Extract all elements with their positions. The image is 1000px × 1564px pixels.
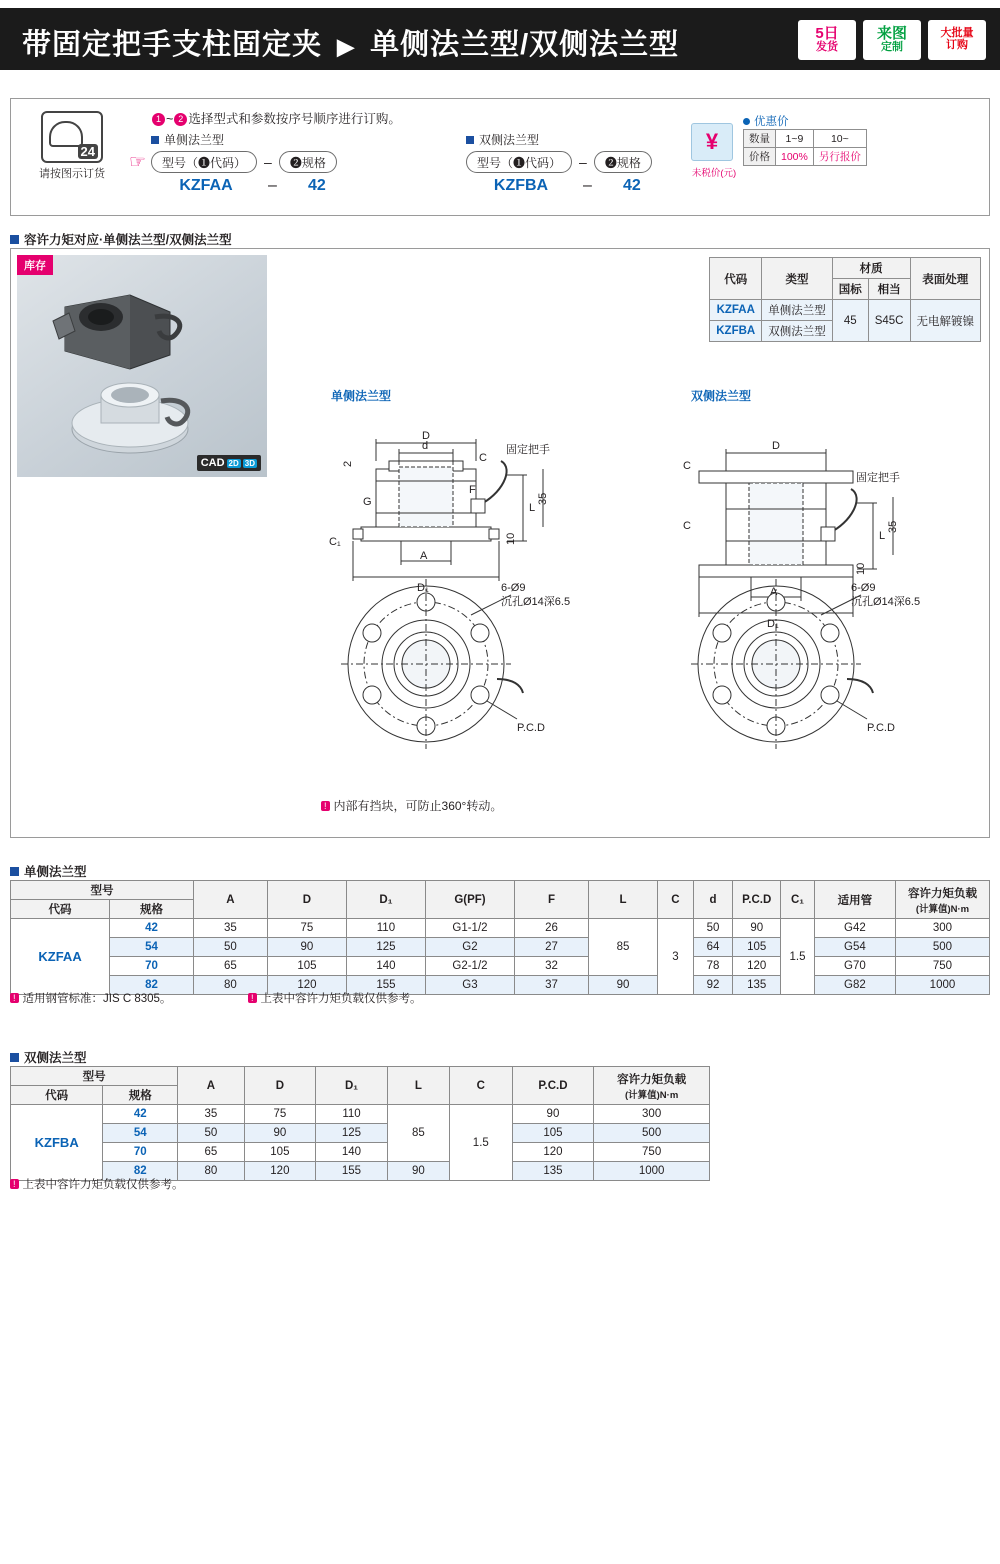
tb-D: 105 (244, 1143, 316, 1162)
svg-text:P.C.D: P.C.D (517, 722, 545, 734)
table-a-footnote-2: ! 上表中容许力矩负载仅供参考。 (248, 990, 422, 1006)
order-box (10, 98, 990, 216)
svg-text:A: A (420, 550, 428, 562)
ta-pipe: G70 (814, 957, 895, 976)
order-value-model-single: KZFAA (179, 177, 233, 194)
cad-badge[interactable]: CAD 2D 3D (197, 455, 261, 471)
ta-D1: 125 (346, 938, 425, 957)
ta-head-C: C (658, 881, 694, 919)
tb-pcd: 120 (512, 1143, 594, 1162)
order-group-double (466, 131, 665, 195)
tb-D1: 140 (316, 1143, 388, 1162)
tb-A: 35 (178, 1105, 244, 1124)
ta-head-L: L (589, 881, 658, 919)
svg-text:L: L (529, 502, 536, 514)
order-field-spec-double[interactable]: ❷规格 (594, 151, 652, 173)
svg-text:D: D (422, 430, 430, 442)
mt-code-2: KZFBA (710, 321, 762, 342)
table-b-footnote-1: ! 上表中容许力矩负载仅供参考。 (10, 1176, 184, 1192)
tb-D1: 155 (316, 1162, 388, 1181)
mt-surface: 无电解镀镍 (910, 300, 981, 342)
tb-D: 90 (244, 1124, 316, 1143)
ta-torque: 750 (895, 957, 989, 976)
note-marker-icon: ! (321, 801, 330, 811)
tb-pcd: 90 (512, 1105, 594, 1124)
ta-F: 26 (515, 919, 589, 938)
drawing-double-flange (651, 409, 961, 769)
tb-A: 80 (178, 1162, 244, 1181)
ta-D: 75 (267, 919, 346, 938)
svg-text:P.C.D: P.C.D (867, 722, 895, 734)
tb-head-D1: D₁ (316, 1067, 388, 1105)
price-row-qty-label: 数量 (744, 130, 776, 148)
spec-table-double (10, 1066, 710, 1181)
dash-separator: – (264, 154, 272, 170)
ta-head-pipe: 适用管 (814, 881, 895, 919)
ta-d: 78 (693, 957, 733, 976)
ta-d: 92 (693, 976, 733, 995)
svg-text:C: C (479, 452, 487, 464)
ta-A: 80 (193, 976, 267, 995)
order-field-spec-single[interactable]: ❷规格 (279, 151, 337, 173)
table-row (11, 919, 990, 938)
mt-type-2: 双侧法兰型 (762, 321, 833, 342)
tb-L: 85 (387, 1105, 449, 1162)
ta-L: 90 (589, 976, 658, 995)
badge-5day: 5日 发货 (798, 20, 856, 60)
order-group-single (151, 131, 350, 195)
tb-head-pcd: P.C.D (512, 1067, 594, 1105)
tb-torque: 300 (594, 1105, 710, 1124)
tb-D: 120 (244, 1162, 316, 1181)
svg-text:35: 35 (537, 492, 549, 505)
tb-spec: 42 (103, 1105, 178, 1124)
ta-pcd: 105 (733, 938, 781, 957)
ta-head-code: 代码 (11, 900, 110, 919)
ta-F: 37 (515, 976, 589, 995)
order-group-single-label: 单侧法兰型 (151, 131, 350, 148)
ta-d: 64 (693, 938, 733, 957)
price-qty-1: 1~9 (776, 130, 814, 148)
mt-eq: S45C (868, 300, 910, 342)
mt-head-eq: 相当 (868, 279, 910, 300)
ta-d: 50 (693, 919, 733, 938)
ta-C: 3 (658, 919, 694, 995)
yen-caption: 未税价(元) (691, 168, 737, 179)
svg-text:10: 10 (855, 562, 867, 575)
badge-custom: 来图 定制 (863, 20, 921, 60)
order-value-single: KZFAA – 42 (151, 177, 350, 195)
page-title-sub: 单侧法兰型/双侧法兰型 (370, 29, 680, 61)
ta-head-spec: 规格 (110, 900, 194, 919)
svg-text:固定把手: 固定把手 (506, 444, 550, 456)
table-row (744, 148, 867, 166)
tb-torque: 750 (594, 1143, 710, 1162)
svg-text:C: C (683, 460, 691, 472)
tb-head-A: A (178, 1067, 244, 1105)
ta-torque: 1000 (895, 976, 989, 995)
ta-pcd: 90 (733, 919, 781, 938)
ta-L: 85 (589, 919, 658, 976)
price-title: 优惠价 (743, 113, 789, 129)
order-value-double: KZFBA – 42 (466, 177, 665, 195)
drawing-single-flange (301, 409, 611, 769)
note-marker-icon: ! (10, 993, 19, 1003)
ta-D: 105 (267, 957, 346, 976)
mt-head-gb: 国标 (832, 279, 868, 300)
price-val-1: 100% (776, 148, 814, 166)
ta-spec: 70 (110, 957, 194, 976)
tb-D1: 110 (316, 1105, 388, 1124)
phone-24h-icon (41, 111, 103, 163)
figure-panel (10, 248, 990, 838)
page-header (0, 8, 1000, 70)
product-photo-illustration (35, 277, 245, 467)
ta-spec: 82 (110, 976, 194, 995)
order-value-spec-double: 42 (623, 177, 641, 194)
svg-text:D₁: D₁ (767, 618, 779, 630)
svg-text:G: G (363, 496, 372, 508)
mt-type-1: 单侧法兰型 (762, 300, 833, 321)
ta-head-G: G(PF) (425, 881, 514, 919)
order-group-double-label: 双侧法兰型 (466, 131, 665, 148)
tb-spec: 82 (103, 1162, 178, 1181)
table-row (710, 258, 981, 279)
ta-head-pcd: P.C.D (733, 881, 781, 919)
svg-text:C₁: C₁ (329, 536, 341, 548)
ta-torque: 500 (895, 938, 989, 957)
svg-text:F: F (469, 484, 476, 496)
product-photo (17, 255, 267, 477)
ta-F: 32 (515, 957, 589, 976)
ta-head-C1: C₁ (781, 881, 815, 919)
ta-pipe: G54 (814, 938, 895, 957)
tb-spec: 70 (103, 1143, 178, 1162)
title-arrow-icon: ▶ (337, 34, 355, 59)
note-marker-icon: ! (10, 1179, 19, 1189)
tb-spec: 54 (103, 1124, 178, 1143)
phone-caption: 请按图示订货 (39, 168, 105, 180)
ta-head-A: A (193, 881, 267, 919)
svg-text:d: d (422, 440, 429, 452)
tb-code: KZFBA (11, 1105, 103, 1181)
tb-head-model: 型号 (11, 1067, 178, 1086)
ta-torque: 300 (895, 919, 989, 938)
table-row (11, 1124, 710, 1143)
ta-head-D: D (267, 881, 346, 919)
table-row (744, 130, 867, 148)
ta-G: G1-1/2 (425, 919, 514, 938)
ta-pcd: 135 (733, 976, 781, 995)
table-row (11, 1143, 710, 1162)
ta-G: G2-1/2 (425, 957, 514, 976)
svg-text:沉孔Ø14深6.5: 沉孔Ø14深6.5 (851, 596, 921, 608)
svg-text:A: A (770, 586, 778, 598)
ta-D1: 110 (346, 919, 425, 938)
page-title-main: 带固定把手支柱固定夹 (22, 29, 323, 61)
svg-text:D: D (772, 440, 780, 452)
spec-table-single (10, 880, 990, 995)
order-field-model-single[interactable]: 型号（❶代码） (151, 151, 257, 173)
svg-text:沉孔Ø14深6.5: 沉孔Ø14深6.5 (501, 596, 571, 608)
table-b-title: 双侧法兰型 (10, 1048, 87, 1066)
svg-text:固定把手: 固定把手 (856, 472, 900, 484)
mt-code-1: KZFAA (710, 300, 762, 321)
ta-pipe: G42 (814, 919, 895, 938)
figure-label-double: 双侧法兰型 (691, 389, 752, 403)
tb-pcd: 135 (512, 1162, 594, 1181)
svg-text:C: C (683, 520, 691, 532)
yen-icon: ¥ (691, 123, 733, 161)
tb-head-L: L (387, 1067, 449, 1105)
svg-text:6-Ø9: 6-Ø9 (851, 582, 876, 594)
ta-spec: 54 (110, 938, 194, 957)
ta-head-model: 型号 (11, 881, 194, 900)
order-note: 1 ~ 2 选择型式和参数按序号顺序进行订购。 (151, 109, 401, 127)
tb-D: 75 (244, 1105, 316, 1124)
order-phone-cell (17, 105, 127, 209)
tb-torque: 1000 (594, 1162, 710, 1181)
mt-head-surface: 表面处理 (910, 258, 981, 300)
svg-text:2: 2 (342, 460, 354, 467)
page-title (22, 22, 679, 63)
header-badges (798, 20, 986, 60)
ta-A: 65 (193, 957, 267, 976)
svg-text:L: L (879, 530, 886, 542)
tb-L: 90 (387, 1162, 449, 1181)
ta-head-D1: D₁ (346, 881, 425, 919)
tb-head-spec: 规格 (103, 1086, 178, 1105)
ta-A: 35 (193, 919, 267, 938)
ta-D: 120 (267, 976, 346, 995)
figure-label-single: 单侧法兰型 (331, 389, 392, 403)
ta-F: 27 (515, 938, 589, 957)
ta-G: G2 (425, 938, 514, 957)
table-row (11, 1105, 710, 1124)
order-arrow-icon: ☞ (129, 152, 147, 173)
tb-head-code: 代码 (11, 1086, 103, 1105)
tb-torque: 500 (594, 1124, 710, 1143)
mt-head-material: 材质 (832, 258, 910, 279)
price-cell (691, 107, 981, 207)
table-row (11, 957, 990, 976)
ta-pipe: G82 (814, 976, 895, 995)
note-marker-icon: ! (248, 993, 257, 1003)
tb-pcd: 105 (512, 1124, 594, 1143)
order-value-spec-single: 42 (308, 177, 326, 194)
tb-C: 1.5 (449, 1105, 512, 1181)
ta-C1: 1.5 (781, 919, 815, 995)
table-row (11, 1067, 710, 1086)
material-table (709, 257, 981, 342)
ta-D1: 140 (346, 957, 425, 976)
tb-A: 65 (178, 1143, 244, 1162)
table-row (710, 300, 981, 321)
ta-G: G3 (425, 976, 514, 995)
price-val-2: 另行报价 (813, 148, 866, 166)
table-row (11, 938, 990, 957)
table-a-footnote-1: ! 适用钢管标准：JIS C 8305。 (10, 990, 171, 1006)
svg-text:6-Ø9: 6-Ø9 (501, 582, 526, 594)
mt-head-type: 类型 (762, 258, 833, 300)
mt-gb: 45 (832, 300, 868, 342)
tb-D1: 125 (316, 1124, 388, 1143)
ta-head-F: F (515, 881, 589, 919)
section1-title: 容许力矩对应·单侧法兰型/双侧法兰型 (10, 230, 232, 248)
price-table (743, 129, 867, 166)
order-field-model-double[interactable]: 型号（❶代码） (466, 151, 572, 173)
mt-head-code: 代码 (710, 258, 762, 300)
tb-head-D: D (244, 1067, 316, 1105)
order-value-model-double: KZFBA (493, 177, 549, 194)
tb-head-C: C (449, 1067, 512, 1105)
dash-separator: – (579, 154, 587, 170)
figure-note: ! 内部有挡块，可防止360°转动。 (321, 797, 502, 814)
svg-text:D₁: D₁ (417, 582, 429, 594)
svg-text:10: 10 (505, 532, 517, 545)
stock-badge: 库存 (17, 255, 53, 275)
badge-bulk: 大批量 订购 (928, 20, 986, 60)
tb-A: 50 (178, 1124, 244, 1143)
ta-head-d: d (693, 881, 733, 919)
table-row (11, 881, 990, 900)
ta-D: 90 (267, 938, 346, 957)
price-qty-2: 10~ (813, 130, 866, 148)
price-row-price-label: 价格 (744, 148, 776, 166)
svg-text:35: 35 (887, 520, 899, 533)
ta-pcd: 120 (733, 957, 781, 976)
ta-A: 50 (193, 938, 267, 957)
table-a-title: 单侧法兰型 (10, 862, 87, 880)
ta-spec: 42 (110, 919, 194, 938)
ta-code: KZFAA (11, 919, 110, 995)
ta-head-torque: 容许力矩负载 (计算值)N·m (895, 881, 989, 919)
ta-D1: 155 (346, 976, 425, 995)
tb-head-torque: 容许力矩负载 (计算值)N·m (594, 1067, 710, 1105)
